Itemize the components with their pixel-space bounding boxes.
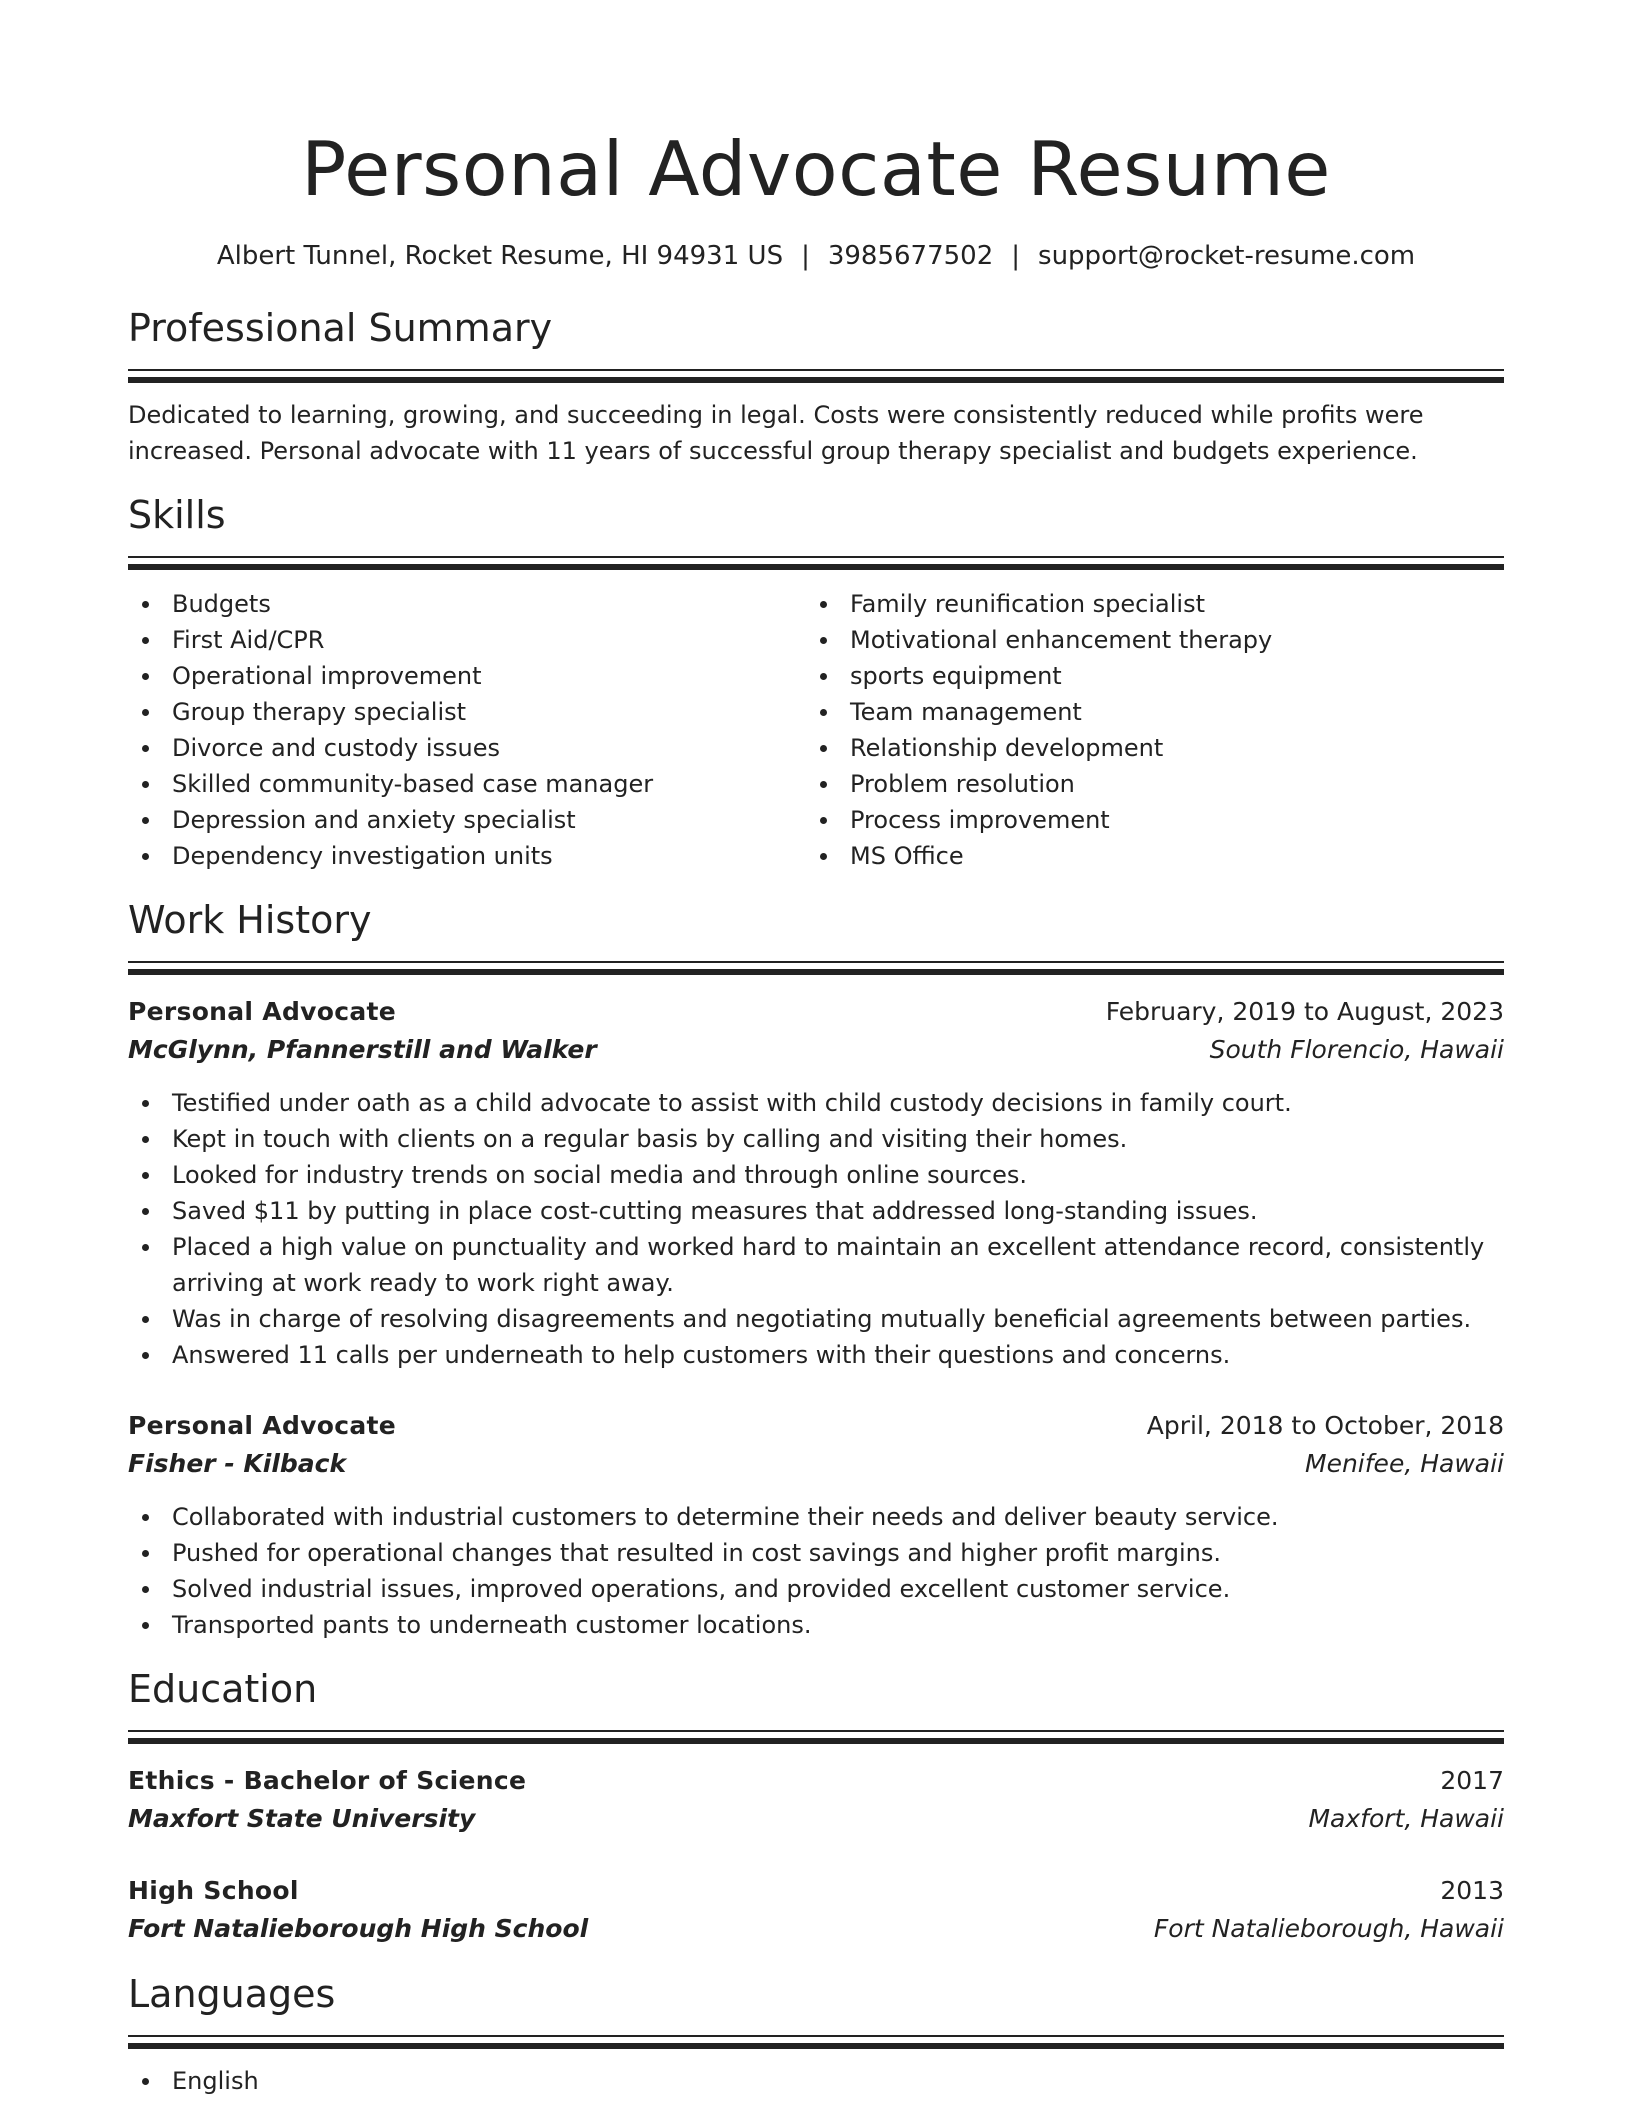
education-school-row — [128, 1910, 1504, 1948]
skills-heading: Skills — [128, 493, 226, 537]
education-entry — [128, 1762, 1504, 1838]
skill-item: Dependency investigation units — [128, 838, 806, 874]
job-duties — [128, 1499, 1504, 1643]
contact-separator: | — [801, 241, 810, 271]
job-header-row — [128, 993, 1504, 1031]
job-location: Menifee, Hawaii — [1305, 1449, 1504, 1478]
skill-item: Process improvement — [806, 802, 1484, 838]
skill-item: sports equipment — [806, 658, 1484, 694]
skills-grid — [128, 586, 1504, 874]
section-divider — [128, 556, 1504, 570]
contact-email: support@rocket-resume.com — [1038, 241, 1416, 271]
skill-item: Motivational enhancement therapy — [806, 622, 1484, 658]
language-item: English — [128, 2063, 1504, 2099]
job-duty: Saved $11 by putting in place cost-cutting measures that addressed long-standing issues. — [128, 1193, 1504, 1229]
job-header-row — [128, 1407, 1504, 1445]
job-title: Personal Advocate — [128, 997, 397, 1026]
education-school: Fort Natalieborough High School — [128, 1914, 589, 1943]
skill-item: Problem resolution — [806, 766, 1484, 802]
contact-address: Albert Tunnel, Rocket Resume, HI 94931 US — [216, 241, 784, 271]
section-divider — [128, 961, 1504, 975]
education-heading: Education — [128, 1667, 318, 1711]
job-company: McGlynn, Pfannerstill and Walker — [128, 1035, 597, 1064]
skills-list-right — [806, 586, 1484, 874]
job-entry — [128, 1407, 1504, 1643]
skill-item: Family reunification specialist — [806, 586, 1484, 622]
job-duty: Answered 11 calls per underneath to help customers with their questions and concerns. — [128, 1337, 1504, 1373]
job-entry — [128, 993, 1504, 1373]
skill-item: Operational improvement — [128, 658, 806, 694]
education-school-row — [128, 1800, 1504, 1838]
education-year: 2017 — [1440, 1766, 1504, 1795]
job-duty: Placed a high value on punctuality and worked hard to maintain an excellent attendance record, consistently arriving at work ready to work right away. — [128, 1229, 1504, 1301]
work-section — [128, 896, 1504, 1643]
skill-item: Divorce and custody issues — [128, 730, 806, 766]
resume-page — [128, 0, 1504, 2099]
skill-item: Skilled community-based case manager — [128, 766, 806, 802]
education-header-row — [128, 1762, 1504, 1800]
job-duties — [128, 1085, 1504, 1373]
languages-heading: Languages — [128, 1972, 336, 2016]
languages-section — [128, 1970, 1504, 2099]
job-duty: Was in charge of resolving disagreements and negotiating mutually beneficial agreements between parties. — [128, 1301, 1504, 1337]
job-duty: Solved industrial issues, improved operations, and provided excellent customer service. — [128, 1571, 1504, 1607]
summary-text: Dedicated to learning, growing, and succeeding in legal. Costs were consistently reduced while profits were increased. Personal advocate with 11 years of successful group therapy specialist and budgets experience. — [128, 401, 1424, 465]
summary-heading: Professional Summary — [128, 306, 553, 350]
job-company-row — [128, 1031, 1504, 1069]
skill-item: Budgets — [128, 586, 806, 622]
job-company: Fisher - Kilback — [128, 1449, 347, 1478]
education-location: Fort Natalieborough, Hawaii — [1153, 1914, 1504, 1943]
education-entry — [128, 1872, 1504, 1948]
job-location: South Florencio, Hawaii — [1209, 1035, 1504, 1064]
job-company-row — [128, 1445, 1504, 1483]
skills-section — [128, 491, 1504, 874]
job-duty: Kept in touch with clients on a regular basis by calling and visiting their homes. — [128, 1121, 1504, 1157]
skill-item: First Aid/CPR — [128, 622, 806, 658]
job-title: Personal Advocate — [128, 1411, 397, 1440]
skills-list-left — [128, 586, 806, 874]
contact-line — [128, 240, 1504, 272]
summary-section — [128, 304, 1504, 469]
job-duty: Collaborated with industrial customers to determine their needs and deliver beauty service. — [128, 1499, 1504, 1535]
section-divider — [128, 369, 1504, 383]
job-dates: April, 2018 to October, 2018 — [1146, 1411, 1504, 1440]
resume-title: Personal Advocate Resume — [301, 125, 1331, 213]
job-duty: Transported pants to underneath customer locations. — [128, 1607, 1504, 1643]
skill-item: Team management — [806, 694, 1484, 730]
skill-item: Depression and anxiety specialist — [128, 802, 806, 838]
languages-list — [128, 2063, 1504, 2099]
section-divider — [128, 1730, 1504, 1744]
skill-item: Group therapy specialist — [128, 694, 806, 730]
education-section — [128, 1665, 1504, 1948]
contact-phone: 3985677502 — [827, 241, 994, 271]
job-duty: Testified under oath as a child advocate to assist with child custody decisions in family court. — [128, 1085, 1504, 1121]
skill-item: Relationship development — [806, 730, 1484, 766]
job-duty: Pushed for operational changes that resulted in cost savings and higher profit margins. — [128, 1535, 1504, 1571]
education-year: 2013 — [1440, 1876, 1504, 1905]
section-divider — [128, 2035, 1504, 2049]
education-header-row — [128, 1872, 1504, 1910]
education-school: Maxfort State University — [128, 1804, 476, 1833]
work-heading: Work History — [128, 898, 372, 942]
contact-separator: | — [1011, 241, 1021, 271]
job-dates: February, 2019 to August, 2023 — [1105, 997, 1504, 1026]
education-degree: Ethics - Bachelor of Science — [128, 1766, 527, 1795]
skill-item: MS Office — [806, 838, 1484, 874]
education-degree: High School — [128, 1876, 299, 1905]
education-location: Maxfort, Hawaii — [1308, 1804, 1504, 1833]
job-duty: Looked for industry trends on social media and through online sources. — [128, 1157, 1504, 1193]
